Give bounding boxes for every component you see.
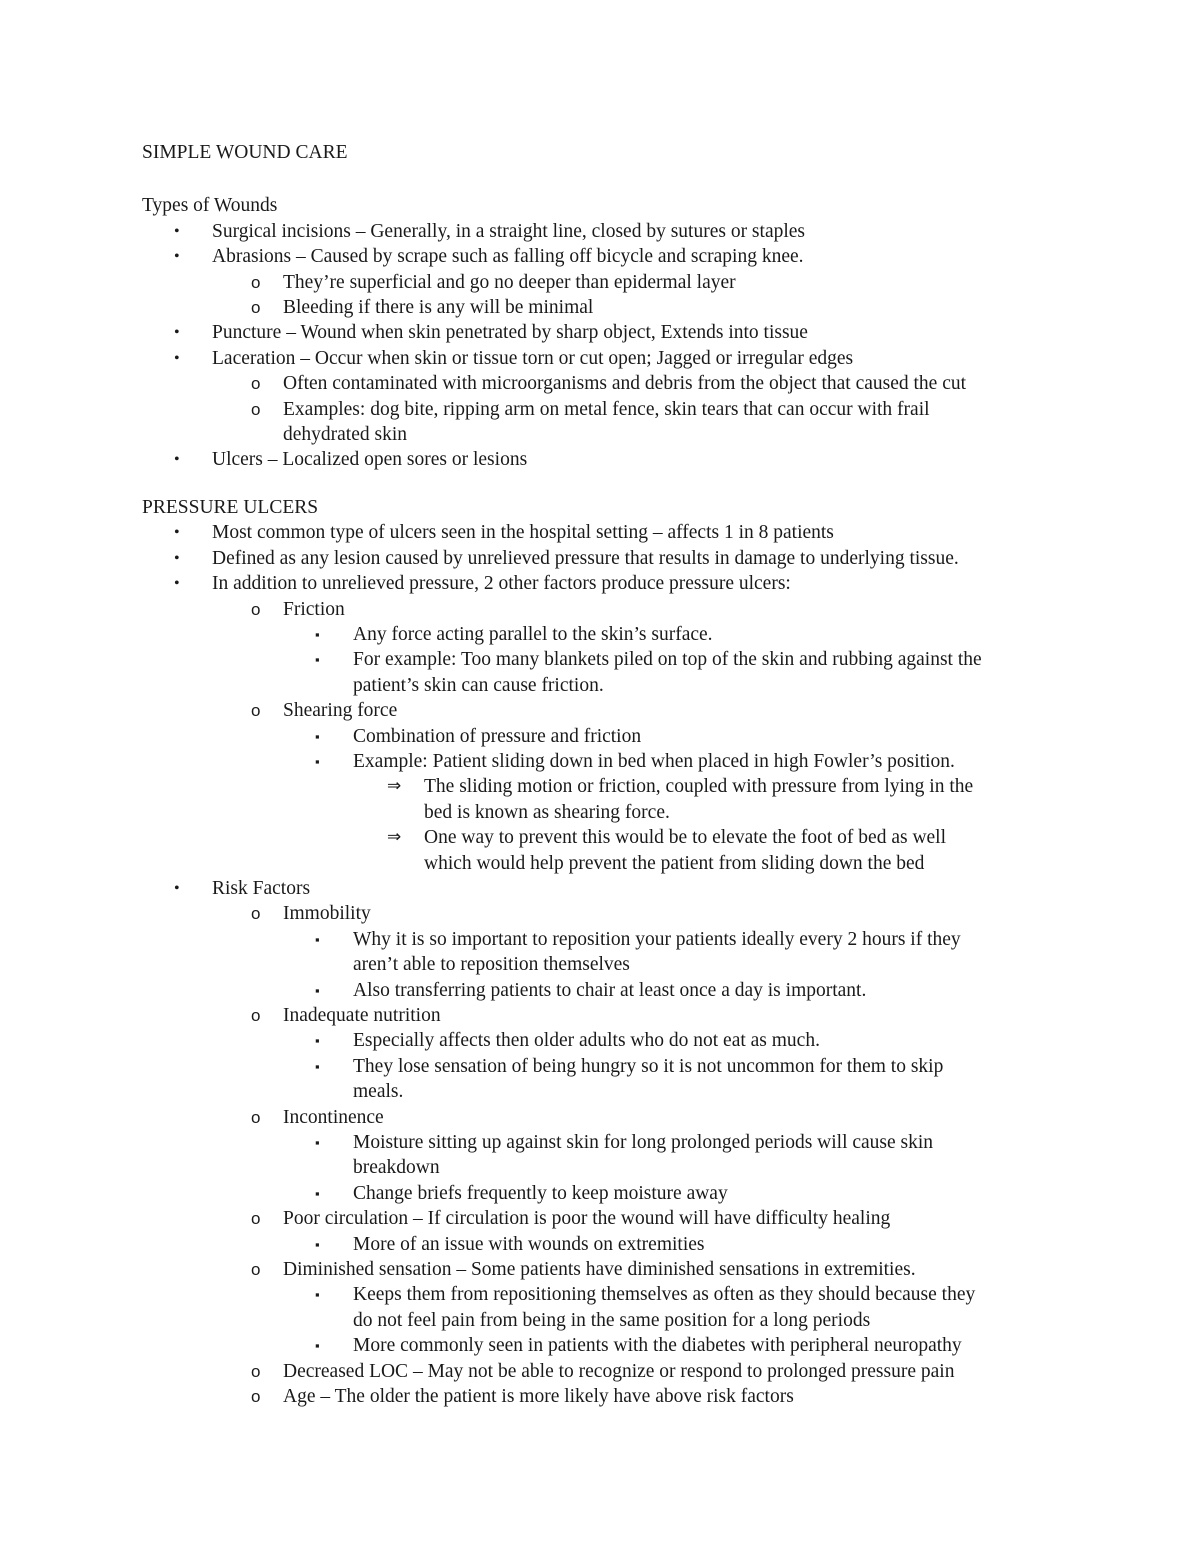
list-item: ▪ More of an issue with wounds on extremities — [142, 1232, 1072, 1257]
circle-bullet-icon: o — [251, 1209, 261, 1229]
list-item: • Abrasions – Caused by scrape such as falling off bicycle and scraping knee. — [142, 244, 1072, 269]
list-item: o Friction — [142, 597, 1072, 622]
square-bullet-icon: ▪ — [315, 1236, 320, 1252]
bullet-icon: • — [174, 524, 180, 542]
list-item: ▪ Example: Patient sliding down in bed when placed in high Fowler’s position. — [142, 749, 1072, 774]
bullet-icon: • — [174, 248, 180, 266]
list-item: ▪ Change briefs frequently to keep moisture away — [142, 1181, 1072, 1206]
list-item-continuation: dehydrated skin — [283, 424, 408, 446]
list-item: o Shearing force — [142, 698, 1072, 723]
list-item: o Inadequate nutrition — [142, 1003, 1072, 1028]
circle-bullet-icon: o — [251, 599, 261, 619]
list-item-continuation: bed is known as shearing force. — [424, 801, 670, 823]
square-bullet-icon: ▪ — [315, 728, 320, 744]
circle-bullet-icon: o — [251, 1006, 261, 1025]
square-bullet-icon: ▪ — [315, 1185, 320, 1201]
list-item-continuation: which would help prevent the patient from sliding down the bed — [424, 852, 925, 874]
arrow-bullet-icon: ⇒ — [387, 776, 402, 797]
list-item: ▪ Any force acting parallel to the skin’s surface. — [142, 622, 1072, 647]
square-bullet-icon: ▪ — [315, 1058, 320, 1074]
circle-bullet-icon: o — [251, 701, 261, 721]
arrow-bullet-icon: ⇒ — [387, 827, 402, 848]
list-item: ▪ For example: Too many blankets piled on top of the skin and rubbing against the — [142, 647, 1072, 672]
square-bullet-icon: ▪ — [315, 931, 320, 947]
section-heading-pressure-ulcers: PRESSURE ULCERS — [142, 496, 319, 518]
square-bullet-icon: ▪ — [315, 1287, 320, 1303]
list-item: • In addition to unrelieved pressure, 2 other factors produce pressure ulcers: — [142, 571, 1072, 596]
circle-bullet-icon: o — [251, 1107, 261, 1127]
section-heading-types-of-wounds: Types of Wounds — [142, 195, 278, 217]
document-body — [142, 140, 1072, 1410]
list-item: • Laceration – Occur when skin or tissue torn or cut open; Jagged or irregular edges — [142, 346, 1072, 371]
circle-bullet-icon: o — [251, 399, 261, 419]
square-bullet-icon: ▪ — [315, 1338, 320, 1354]
list-item-continuation: aren’t able to reposition themselves — [353, 954, 630, 976]
list-item: o Poor circulation – If circulation is poor the wound will have difficulty healing — [142, 1206, 1072, 1231]
list-item: ⇒ One way to prevent this would be to elevate the foot of bed as well — [142, 825, 1072, 850]
bullet-icon: • — [174, 879, 180, 897]
list-item: o Immobility — [142, 901, 1072, 926]
circle-bullet-icon: o — [251, 374, 261, 394]
list-item: • Ulcers – Localized open sores or lesions — [142, 447, 1072, 472]
bullet-icon: • — [174, 324, 180, 342]
list-item: o Often contaminated with microorganisms and debris from the object that caused the cut — [142, 371, 1072, 396]
list-item-continuation: meals. — [353, 1081, 404, 1103]
list-item-continuation: do not feel pain from being in the same position for a long periods — [353, 1309, 871, 1331]
square-bullet-icon: ▪ — [315, 626, 320, 642]
circle-bullet-icon: o — [251, 298, 261, 318]
square-bullet-icon: ▪ — [315, 753, 320, 769]
list-item: ▪ Also transferring patients to chair at least once a day is important. — [142, 978, 1072, 1003]
list-item: o Decreased LOC – May not be able to recognize or respond to prolonged pressure pain — [142, 1359, 1072, 1384]
list-item: ▪ Especially affects then older adults who do not eat as much. — [142, 1028, 1072, 1053]
bullet-icon: • — [174, 451, 180, 469]
page-title: SIMPLE WOUND CARE — [142, 142, 348, 163]
bullet-icon: • — [174, 349, 180, 367]
list-item: o They’re superficial and go no deeper than epidermal layer — [142, 270, 1072, 295]
list-item: o Examples: dog bite, ripping arm on metal fence, skin tears that can occur with frail — [142, 397, 1072, 422]
square-bullet-icon: ▪ — [315, 982, 320, 998]
list-item: ▪ Combination of pressure and friction — [142, 724, 1072, 749]
square-bullet-icon: ▪ — [315, 1033, 320, 1049]
list-item: • Surgical incisions – Generally, in a straight line, closed by sutures or staples — [142, 219, 1072, 244]
circle-bullet-icon: o — [251, 904, 261, 924]
list-item: • Puncture – Wound when skin penetrated by sharp object, Extends into tissue — [142, 320, 1072, 345]
square-bullet-icon: ▪ — [315, 1135, 320, 1151]
list-item: • Defined as any lesion caused by unrelieved pressure that results in damage to underlying tissue. — [142, 546, 1072, 571]
list-item-continuation: patient’s skin can cause friction. — [353, 674, 604, 696]
square-bullet-icon: ▪ — [315, 652, 320, 668]
list-item: o Bleeding if there is any will be minimal — [142, 295, 1072, 320]
circle-bullet-icon: o — [251, 1387, 261, 1407]
list-item: o Diminished sensation – Some patients have diminished sensations in extremities. — [142, 1257, 1072, 1282]
list-item: ▪ They lose sensation of being hungry so it is not uncommon for them to skip — [142, 1054, 1072, 1079]
bullet-icon: • — [174, 575, 180, 593]
list-item: • Risk Factors — [142, 876, 1072, 901]
circle-bullet-icon: o — [251, 1361, 261, 1381]
list-item: o Age – The older the patient is more likely have above risk factors — [142, 1384, 1072, 1409]
bullet-icon: • — [174, 549, 180, 567]
list-item: • Most common type of ulcers seen in the hospital setting – affects 1 in 8 patients — [142, 520, 1072, 545]
list-item: ⇒ The sliding motion or friction, coupled with pressure from lying in the — [142, 774, 1072, 799]
list-item-continuation: breakdown — [353, 1157, 440, 1179]
list-item: ▪ Why it is so important to reposition your patients ideally every 2 hours if they — [142, 927, 1072, 952]
bullet-icon: • — [174, 222, 180, 240]
circle-bullet-icon: o — [251, 1260, 261, 1280]
list-item: ▪ Keeps them from repositioning themselves as often as they should because they — [142, 1282, 1072, 1307]
list-item: ▪ Moisture sitting up against skin for long prolonged periods will cause skin — [142, 1130, 1072, 1155]
list-item: o Incontinence — [142, 1105, 1072, 1130]
circle-bullet-icon: o — [251, 272, 261, 292]
list-item: ▪ More commonly seen in patients with the diabetes with peripheral neuropathy — [142, 1333, 1072, 1358]
